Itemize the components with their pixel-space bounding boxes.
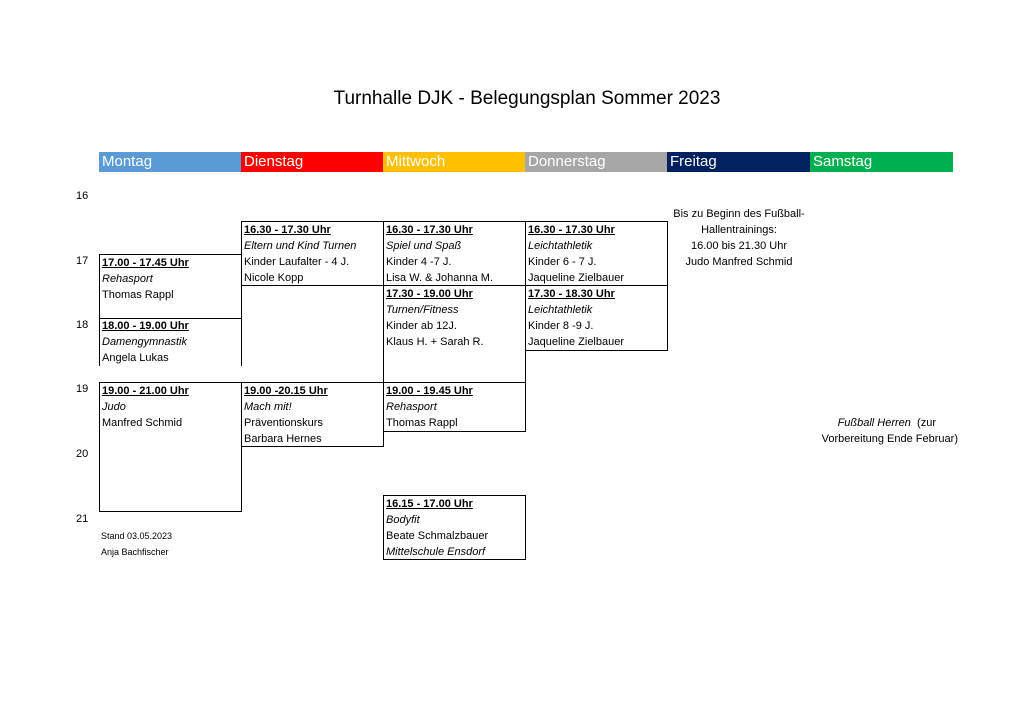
day-header-freitag: Freitag bbox=[667, 152, 810, 172]
block-name: Bodyfit bbox=[386, 514, 420, 526]
block-time: 17.00 - 17.45 Uhr bbox=[102, 257, 189, 269]
block-group: Präventionskurs bbox=[244, 417, 323, 429]
block-trainer: Beate Schmalzbauer bbox=[386, 530, 489, 542]
block-time: 19.00 - 19.45 Uhr bbox=[386, 385, 473, 397]
block-trainer: Jaqueline Zielbauer bbox=[528, 336, 625, 348]
hour-label-21: 21 bbox=[76, 513, 89, 525]
freitag-note: Bis zu Beginn des Fußball- Hallentrainings: 16.00 bis 21.30 Uhr Judo Manfred Schmid bbox=[673, 208, 805, 268]
block-name: Rehasport bbox=[386, 401, 437, 413]
block-group: Kinder 6 - 7 J. bbox=[528, 256, 597, 268]
day-header-montag: Montag bbox=[99, 152, 242, 172]
block-trainer: Manfred Schmid bbox=[102, 417, 183, 429]
block-name: Mach mit! bbox=[244, 401, 292, 413]
block-trainer: Thomas Rappl bbox=[102, 289, 174, 301]
block-time: 19.00 -20.15 Uhr bbox=[244, 385, 328, 397]
day-header-dienstag: Dienstag bbox=[241, 152, 384, 172]
hour-label-20: 20 bbox=[76, 448, 89, 460]
mittwoch-block-turnen-fitness bbox=[383, 285, 526, 383]
montag-block-damengymnastik bbox=[99, 318, 242, 366]
block-time: 16.15 - 17.00 Uhr bbox=[386, 498, 473, 510]
block-group: Kinder 4 -7 J. bbox=[386, 256, 452, 268]
block-group: Kinder ab 12J. bbox=[386, 320, 457, 332]
block-trainer: Angela Lukas bbox=[102, 352, 169, 364]
block-time: 18.00 - 19.00 Uhr bbox=[102, 320, 189, 332]
block-time: 19.00 - 21.00 Uhr bbox=[102, 385, 189, 397]
block-name: Spiel und Spaß bbox=[386, 240, 462, 252]
block-trainer: Lisa W. & Johanna M. bbox=[386, 272, 493, 284]
mittwoch-block-bodyfit bbox=[383, 495, 526, 560]
block-location: Mittelschule Ensdorf bbox=[386, 546, 486, 558]
donnerstag-block-leichtathletik-2 bbox=[525, 285, 668, 351]
block-name: Leichtathletik bbox=[528, 304, 593, 316]
page-title: Turnhalle DJK - Belegungsplan Sommer 2023 bbox=[333, 88, 721, 109]
hour-label-16: 16 bbox=[76, 190, 89, 202]
mittwoch-block-rehasport bbox=[383, 382, 526, 432]
block-time: 16.30 - 17.30 Uhr bbox=[528, 224, 615, 236]
montag-block-judo bbox=[99, 382, 242, 512]
block-time: 16.30 - 17.30 Uhr bbox=[244, 224, 331, 236]
samstag-note: Fußball Herren (zur Vorbereitung Ende Februar) bbox=[821, 417, 958, 445]
day-header-donnerstag: Donnerstag bbox=[525, 152, 668, 172]
block-group: Kinder 8 -9 J. bbox=[528, 320, 594, 332]
block-time: 16.30 - 17.30 Uhr bbox=[386, 224, 473, 236]
block-trainer: Thomas Rappl bbox=[386, 417, 458, 429]
dienstag-block-mach-mit bbox=[241, 382, 384, 447]
block-trainer: Barbara Hernes bbox=[244, 433, 322, 445]
donnerstag-block-leichtathletik-1 bbox=[525, 221, 668, 286]
block-name: Turnen/Fitness bbox=[386, 304, 459, 316]
footer-stand: Stand 03.05.2023 bbox=[101, 531, 173, 541]
block-group: Kinder Laufalter - 4 J. bbox=[244, 256, 350, 268]
montag-block-rehasport bbox=[99, 254, 242, 319]
block-name: Eltern und Kind Turnen bbox=[244, 240, 357, 252]
block-time: 17.30 - 18.30 Uhr bbox=[528, 288, 615, 300]
mittwoch-block-spiel-spass bbox=[383, 221, 526, 286]
block-trainer: Jaqueline Zielbauer bbox=[528, 272, 625, 284]
hour-label-17: 17 bbox=[76, 255, 89, 267]
footer-author: Anja Bachfischer bbox=[101, 547, 169, 557]
dienstag-block-eltern-kind bbox=[241, 221, 384, 286]
block-trainer: Nicole Kopp bbox=[244, 272, 304, 284]
hour-label-19: 19 bbox=[76, 383, 89, 395]
block-time: 17.30 - 19.00 Uhr bbox=[386, 288, 473, 300]
block-name: Rehasport bbox=[102, 273, 153, 285]
hour-label-18: 18 bbox=[76, 319, 89, 331]
block-name: Leichtathletik bbox=[528, 240, 593, 252]
day-header-mittwoch: Mittwoch bbox=[383, 152, 526, 172]
day-header-samstag: Samstag bbox=[810, 152, 953, 172]
block-name: Judo bbox=[102, 401, 126, 413]
block-trainer: Klaus H. + Sarah R. bbox=[386, 336, 484, 348]
block-name: Damengymnastik bbox=[102, 336, 187, 348]
